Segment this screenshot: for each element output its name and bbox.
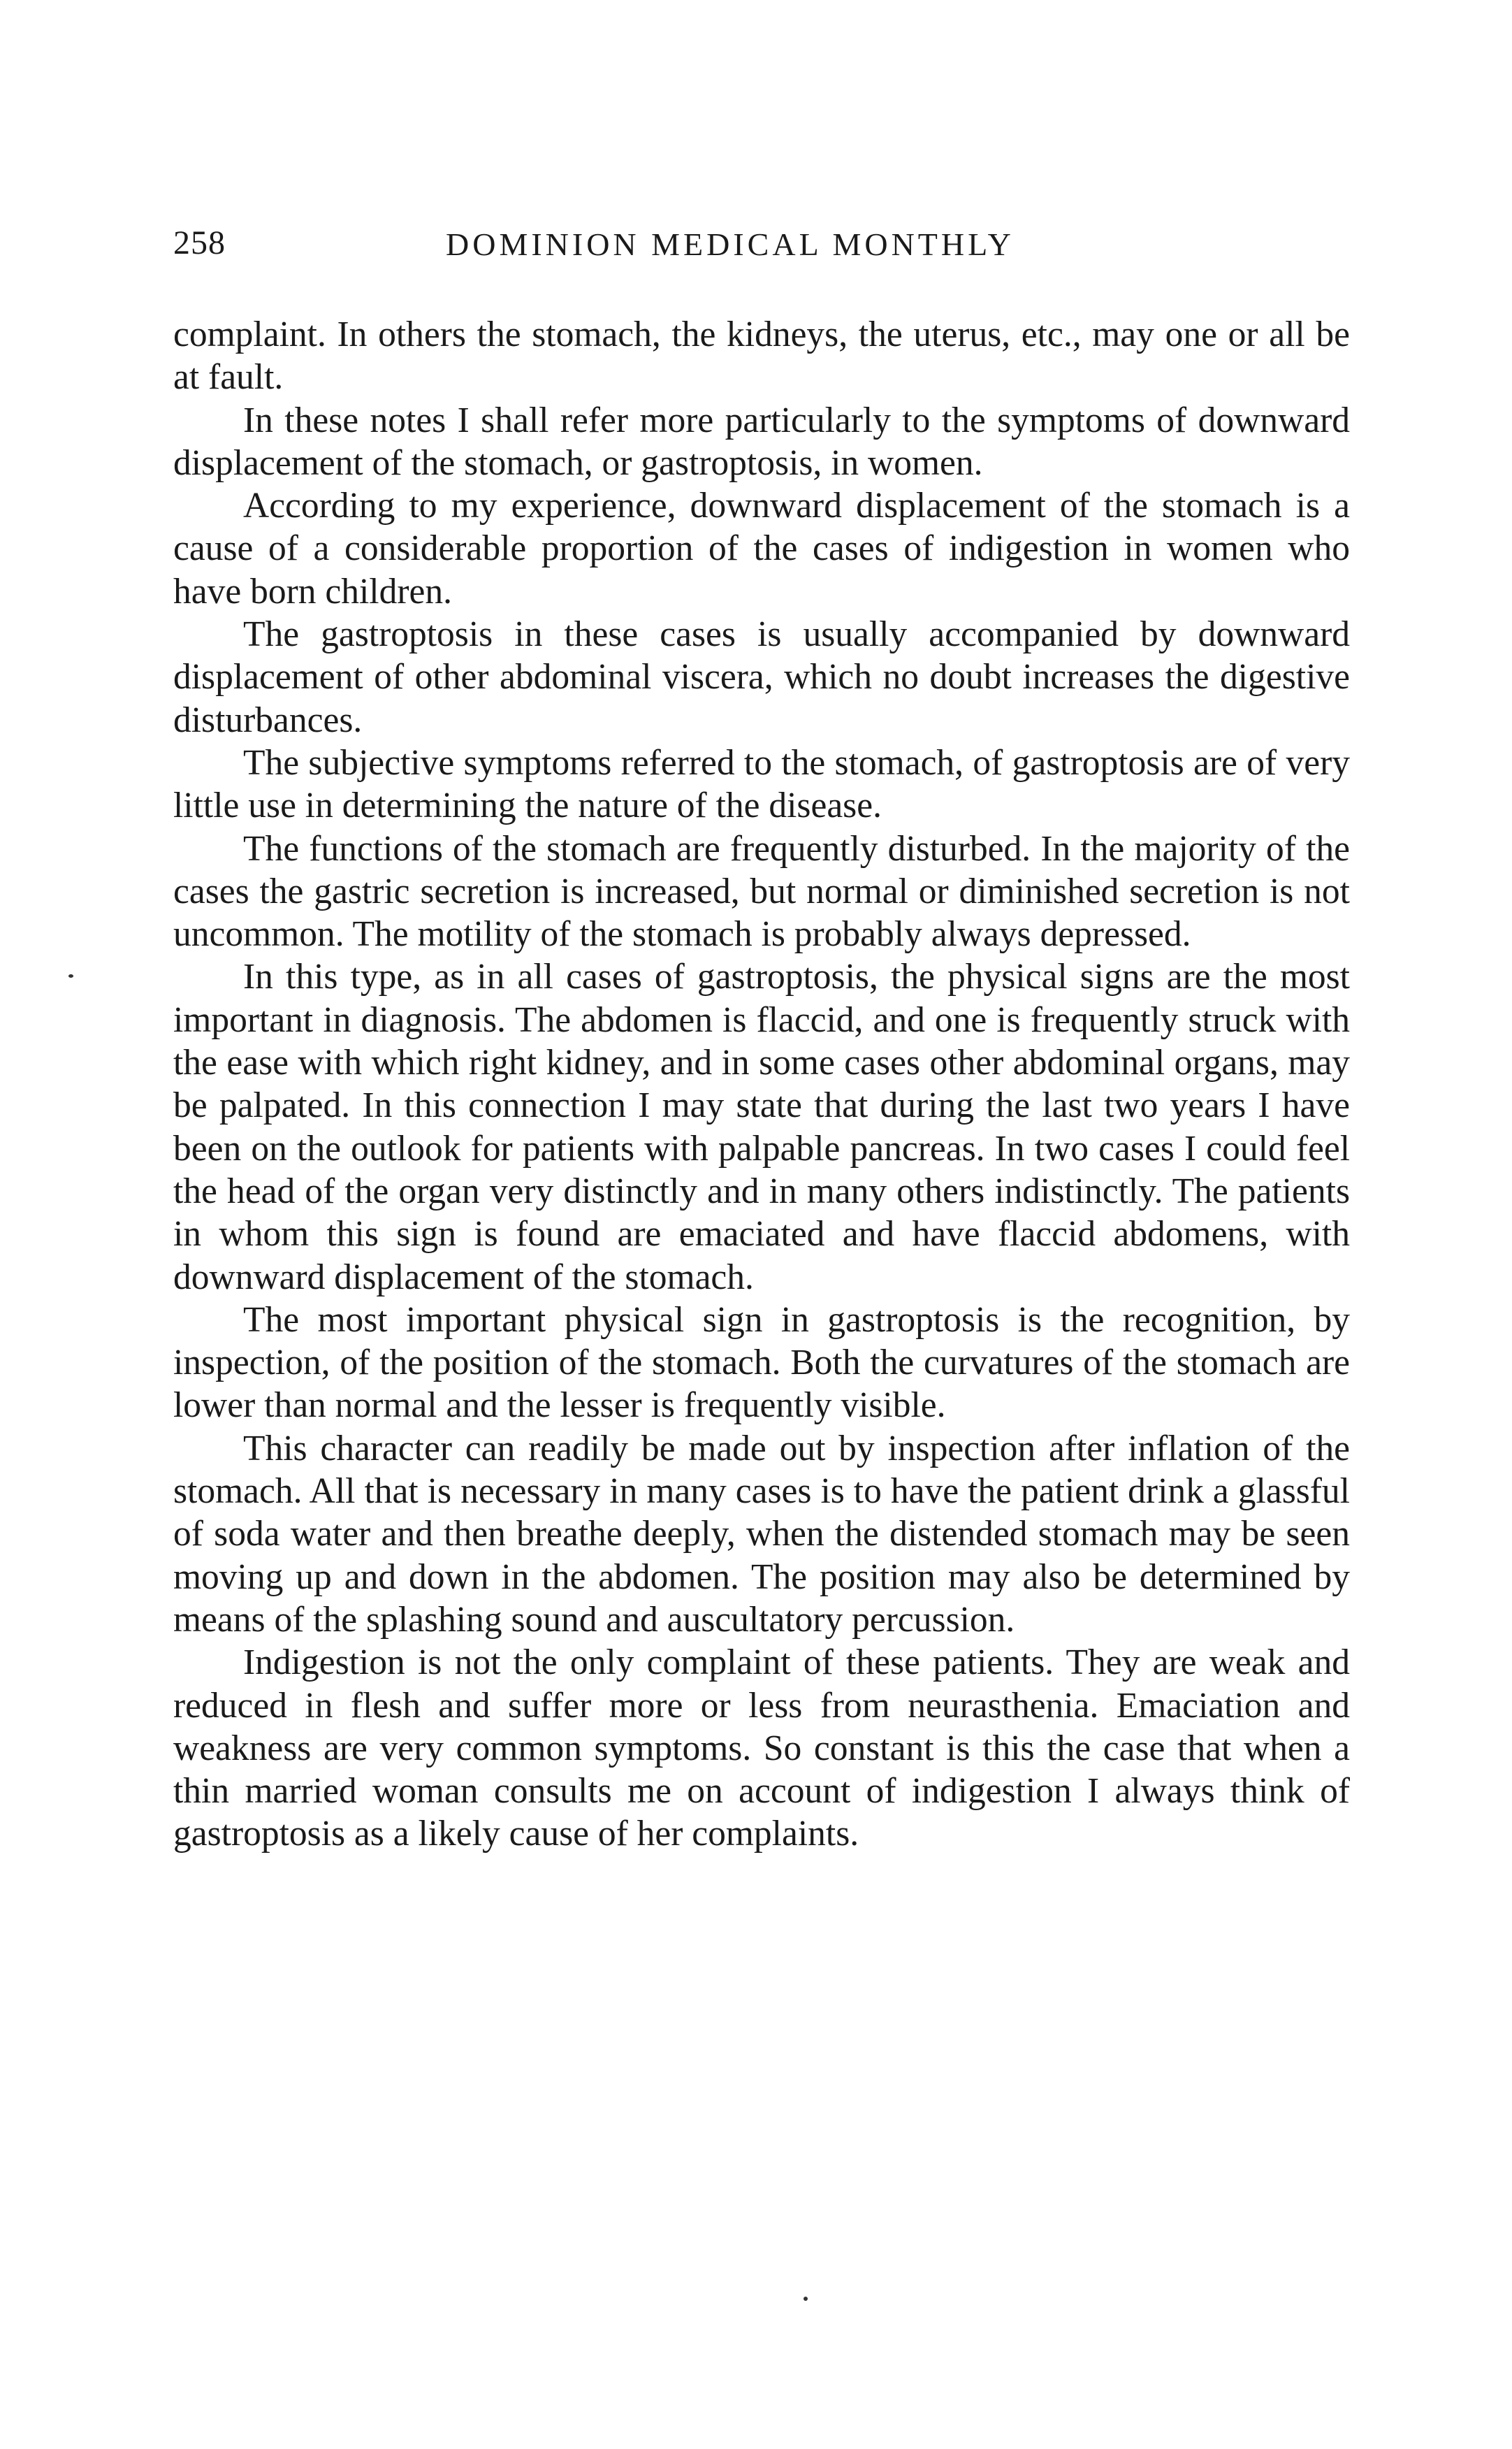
paragraph-continued: complaint. In others the stomach, the kidneys, the uterus, etc., may one or all be at fault. — [173, 315, 1350, 398]
page-header — [173, 222, 1361, 278]
paragraph: Indigestion is not the only complaint of these patients. They are weak and reduced in flesh and suffer more or less from neurasthenia. Emaciation and weakness are very common symptoms. So constant is this the case that when a thin married woman consults me on account of indigestion I always think of gastroptosis as a likely cause of her complaints. — [173, 1642, 1350, 1854]
paragraph: The gastroptosis in these cases is usually accompanied by downward displacement of other abdominal viscera, which no doubt increases the digestive disturbances. — [173, 614, 1350, 740]
paragraph: This character can readily be made out by inspection after inflation of the stomach. All that is necessary in many cases is to have the patient drink a glassful of soda water and then breathe deeply, when the distended stomach may be seen moving up and down in the abdomen. The position may also be determined by means of the splashing sound and auscultatory percussion. — [173, 1428, 1350, 1640]
scan-speck — [804, 2297, 808, 2301]
scan-speck — [68, 974, 73, 978]
paragraph: The subjective symptoms referred to the stomach, of gastroptosis are of very little use in determining the nature of the disease. — [173, 742, 1350, 826]
paragraph: The most important physical sign in gastroptosis is the recognition, by inspection, of the position of the stomach. Both the curvatures of the stomach are lower than normal and the lesser is frequently visible. — [173, 1299, 1350, 1426]
page-number: 258 — [173, 224, 226, 261]
paragraph: In this type, as in all cases of gastroptosis, the physical signs are the most important in diagnosis. The abdomen is flaccid, and one is frequently struck with the ease with which right kidney, and in some cases other abdominal organs, may be palpated. In this connection I may state that during the last two years I have been on the outlook for patients with palpable pancreas. In two cases I could feel the head of the organ very distinctly and in many others indistinctly. The patients in whom this sign is found are emaciated and have flaccid abdomens, with downward displacement of the stomach. — [173, 957, 1350, 1297]
body-text — [173, 313, 1350, 1856]
running-title: DOMINION MEDICAL MONTHLY — [446, 226, 1015, 262]
paragraph: The functions of the stomach are frequently disturbed. In the majority of the cases the gastric secretion is increased, but normal or diminished secretion is not uncommon. The motility of the stomach is probably always depressed. — [173, 828, 1350, 955]
paragraph: In these notes I shall refer more particularly to the symptoms of downward displacement of the stomach, or gastroptosis, in women. — [173, 400, 1350, 483]
paragraph: According to my experience, downward displacement of the stomach is a cause of a considerable proportion of the cases of indigestion in women who have born children. — [173, 486, 1350, 612]
